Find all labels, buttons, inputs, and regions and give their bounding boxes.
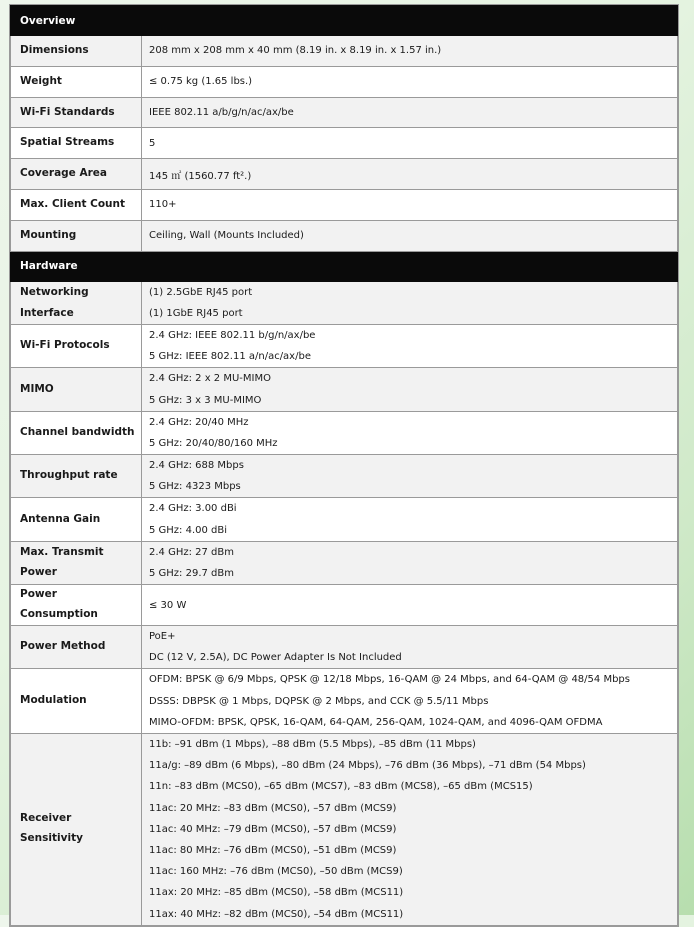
spec-value-line: 5 GHz: 29.7 dBm (149, 568, 234, 580)
spec-label: MIMO (11, 368, 142, 411)
spec-value (142, 368, 678, 411)
spec-value-line: 2.4 GHz: 20/40 MHz (149, 416, 249, 428)
spec-value-line: 2.4 GHz: 688 Mbps (149, 460, 244, 472)
spec-row (11, 585, 678, 626)
spec-value: 110+ (142, 189, 678, 220)
spec-label: Power Method (11, 626, 142, 669)
spec-value (142, 669, 678, 734)
spec-value: IEEE 802.11 a/b/g/n/ac/ax/be (142, 97, 678, 128)
spec-value-line: 2.4 GHz: 3.00 dBi (149, 503, 237, 515)
spec-row (11, 455, 678, 498)
spec-row (11, 368, 678, 411)
spec-value: 5 (142, 128, 678, 159)
spec-value (142, 455, 678, 498)
spec-value-line: DSSS: DBPSK @ 1 Mbps, DQPSK @ 2 Mbps, and CCK @ 5.5/11 Mbps (149, 695, 489, 707)
spec-value (142, 281, 678, 324)
spec-row (11, 220, 678, 251)
section-title: Overview (11, 6, 678, 36)
spec-row (11, 189, 678, 220)
spec-value: ≤ 0.75 kg (1.65 lbs.) (142, 66, 678, 97)
spec-value-line: PoE+ (149, 631, 176, 643)
spec-row (11, 36, 678, 67)
spec-value-line: 5 GHz: 20/40/80/160 MHz (149, 437, 278, 449)
spec-label: Weight (11, 66, 142, 97)
spec-row (11, 324, 678, 367)
spec-row (11, 734, 678, 926)
spec-label: Coverage Area (11, 159, 142, 190)
spec-value (142, 626, 678, 669)
spec-value-line: 11a/g: –89 dBm (6 Mbps), –80 dBm (24 Mbps), –76 dBm (36 Mbps), –71 dBm (54 Mbps) (149, 760, 586, 772)
section-header (11, 251, 678, 281)
spec-label: Throughput rate (11, 455, 142, 498)
spec-row (11, 66, 678, 97)
spec-value-line: 11n: –83 dBm (MCS0), –65 dBm (MCS7), –83 dBm (MCS8), –65 dBm (MCS15) (149, 781, 533, 793)
spec-label: Max. Client Count (11, 189, 142, 220)
spec-value-line: 2.4 GHz: IEEE 802.11 b/g/n/ax/be (149, 329, 316, 341)
spec-value: ≤ 30 W (142, 585, 678, 626)
spec-row (11, 541, 678, 584)
spec-row (11, 128, 678, 159)
spec-value-line: (1) 2.5GbE RJ45 port (149, 286, 253, 298)
spec-value-line: OFDM: BPSK @ 6/9 Mbps, QPSK @ 12/18 Mbps, 16-QAM @ 24 Mbps, and 64-QAM @ 48/54 Mbps (149, 674, 630, 686)
spec-value-line: 11ac: 80 MHz: –76 dBm (MCS0), –51 dBm (MCS9) (149, 844, 397, 856)
spec-sheet (9, 4, 679, 927)
spec-value (142, 541, 678, 584)
spec-value-line: 11b: –91 dBm (1 Mbps), –88 dBm (5.5 Mbps), –85 dBm (11 Mbps) (149, 739, 476, 751)
spec-row (11, 97, 678, 128)
spec-value-line: 11ac: 20 MHz: –83 dBm (MCS0), –57 dBm (MCS9) (149, 802, 397, 814)
spec-label-line: Interface (20, 306, 74, 319)
spec-label: Power Consumption (11, 585, 142, 626)
spec-row (11, 669, 678, 734)
spec-value-line: 11ax: 40 MHz: –82 dBm (MCS0), –54 dBm (MCS11) (149, 908, 404, 920)
spec-value-line: 5 GHz: 4.00 dBi (149, 524, 228, 536)
section-title: Hardware (11, 251, 678, 281)
spec-value: 208 mm x 208 mm x 40 mm (8.19 in. x 8.19 in. x 1.57 in.) (142, 36, 678, 67)
spec-value-line: 5 GHz: IEEE 802.11 a/n/ac/ax/be (149, 351, 311, 363)
spec-value-line: DC (12 V, 2.5A), DC Power Adapter Is Not Included (149, 652, 402, 664)
spec-value-line: 5 GHz: 4323 Mbps (149, 481, 241, 493)
spec-value-line: 5 GHz: 3 x 3 MU-MIMO (149, 394, 262, 406)
spec-value-line: MIMO-OFDM: BPSK, QPSK, 16-QAM, 64-QAM, 256-QAM, 1024-QAM, and 4096-QAM OFDMA (149, 716, 603, 728)
spec-label: Wi-Fi Protocols (11, 324, 142, 367)
spec-value (142, 324, 678, 367)
spec-label: Antenna Gain (11, 498, 142, 541)
spec-label-line: Networking (20, 285, 89, 298)
spec-value-line: 11ac: 40 MHz: –79 dBm (MCS0), –57 dBm (MCS9) (149, 823, 397, 835)
spec-row (11, 159, 678, 190)
spec-value-line: 2.4 GHz: 27 dBm (149, 546, 234, 558)
spec-label: Receiver Sensitivity (11, 734, 142, 926)
spec-value (142, 734, 678, 926)
spec-table-body (11, 6, 678, 926)
spec-label: Dimensions (11, 36, 142, 67)
spec-label: Spatial Streams (11, 128, 142, 159)
spec-row (11, 411, 678, 454)
spec-label: Modulation (11, 669, 142, 734)
spec-table (10, 5, 678, 926)
spec-label: Channel bandwidth (11, 411, 142, 454)
section-header (11, 6, 678, 36)
spec-value (142, 498, 678, 541)
spec-label: Mounting (11, 220, 142, 251)
spec-value: Ceiling, Wall (Mounts Included) (142, 220, 678, 251)
spec-row (11, 281, 678, 324)
spec-value (142, 411, 678, 454)
spec-label: Wi-Fi Standards (11, 97, 142, 128)
spec-label (11, 281, 142, 324)
spec-value-line: (1) 1GbE RJ45 port (149, 307, 243, 319)
spec-row (11, 498, 678, 541)
spec-value-line: 11ac: 160 MHz: –76 dBm (MCS0), –50 dBm (MCS9) (149, 866, 403, 878)
spec-label: Max. Transmit Power (11, 541, 142, 584)
spec-value-line: 2.4 GHz: 2 x 2 MU-MIMO (149, 373, 271, 385)
spec-value-line: 11ax: 20 MHz: –85 dBm (MCS0), –58 dBm (MCS11) (149, 887, 404, 899)
spec-row (11, 626, 678, 669)
spec-value: 145 ㎡ (1560.77 ft².) (142, 159, 678, 190)
